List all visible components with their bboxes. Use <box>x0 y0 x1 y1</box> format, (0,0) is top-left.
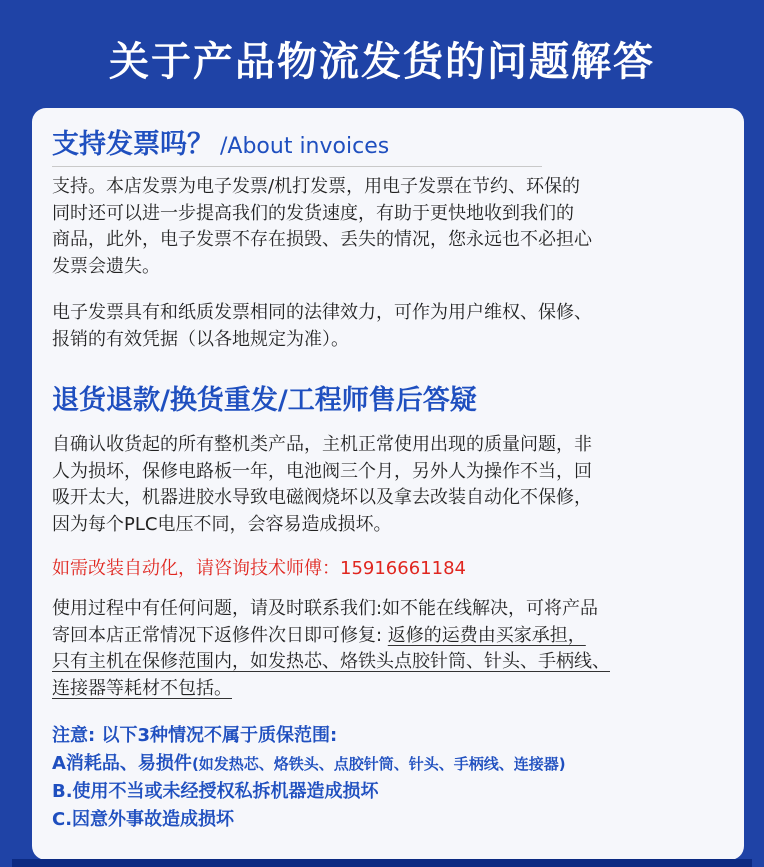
returns-section-title: 退货退款/换货重发/工程师售后答疑 <box>52 385 477 416</box>
warranty-scope-note: 只有主机在保修范围内，如发热芯、烙铁头点胶针筒、针头、手柄线、 <box>52 651 610 672</box>
text-line: 因为每个PLC电压不同，会容易造成损坏。 <box>52 513 392 535</box>
contact-technician: 如需改装自动化，请咨询技术师傅：15916661184 <box>52 558 466 579</box>
text-segment: 寄回本店正常情况下返修件次日即可修复: <box>52 624 388 646</box>
text-line: 支持。本店发票为电子发票/机打发票，用电子发票在节约、环保的 <box>52 176 581 197</box>
content-card <box>32 108 744 860</box>
invoice-paragraph-1 <box>52 174 722 280</box>
text-line <box>52 623 722 650</box>
text-line: 同时还可以进一步提高我们的发货速度，有助于更快地收到我们的 <box>52 202 574 224</box>
invoice-title: 支持发票吗？ <box>52 129 214 160</box>
shipping-cost-note: 返修的运费由买家承担， <box>387 624 586 646</box>
text-line: 自确认收货起的所有整机类产品，主机正常使用出现的质量问题，非 <box>52 434 592 455</box>
text-line: 吸开太大，机器进胶水导致电磁阀烧坏以及拿去改装自动化不保修， <box>52 487 592 508</box>
returns-paragraph-1 <box>52 432 722 538</box>
notice-item-b: B.使用不当或未经授权私拆机器造成损坏 <box>52 781 379 802</box>
invoice-paragraph-2 <box>52 300 722 353</box>
text-line: 电子发票具有和纸质发票相同的法律效力，可作为用户维权、保修、 <box>52 302 592 323</box>
consumables-excluded-note: 连接器等耗材不包括。 <box>52 677 232 699</box>
invoice-section-title <box>52 122 389 161</box>
text-line: 使用过程中有任何问题，请及时联系我们:如不能在线解决，可将产品 <box>52 598 599 619</box>
bottom-border <box>12 859 752 867</box>
text-line: 商品，此外，电子发票不存在损毁、丢失的情况，您永远也不必担心 <box>52 229 592 250</box>
warranty-notice <box>52 722 732 834</box>
section-divider <box>52 166 542 167</box>
invoice-subtitle: /About invoices <box>220 134 390 159</box>
notice-item-c: C.因意外事故造成损坏 <box>52 809 235 830</box>
returns-paragraph-2 <box>52 596 722 702</box>
notice-item-a <box>52 750 732 778</box>
page-title: 关于产品物流发货的问题解答 <box>109 39 655 85</box>
text-line: 报销的有效凭据（以各地规定为准）。 <box>52 328 349 350</box>
notice-item-a-detail: (如发热芯、烙铁头、点胶针筒、针头、手柄线、连接器) <box>191 755 566 773</box>
notice-title: 注意: 以下3种情况不属于质保范围: <box>52 725 338 746</box>
text-line: 人为损坏，保修电路板一年，电池阀三个月，另外人为操作不当，回 <box>52 460 592 482</box>
text-line: 发票会遗失。 <box>52 255 160 277</box>
notice-item-a-main: A消耗品、易损件 <box>52 753 192 774</box>
